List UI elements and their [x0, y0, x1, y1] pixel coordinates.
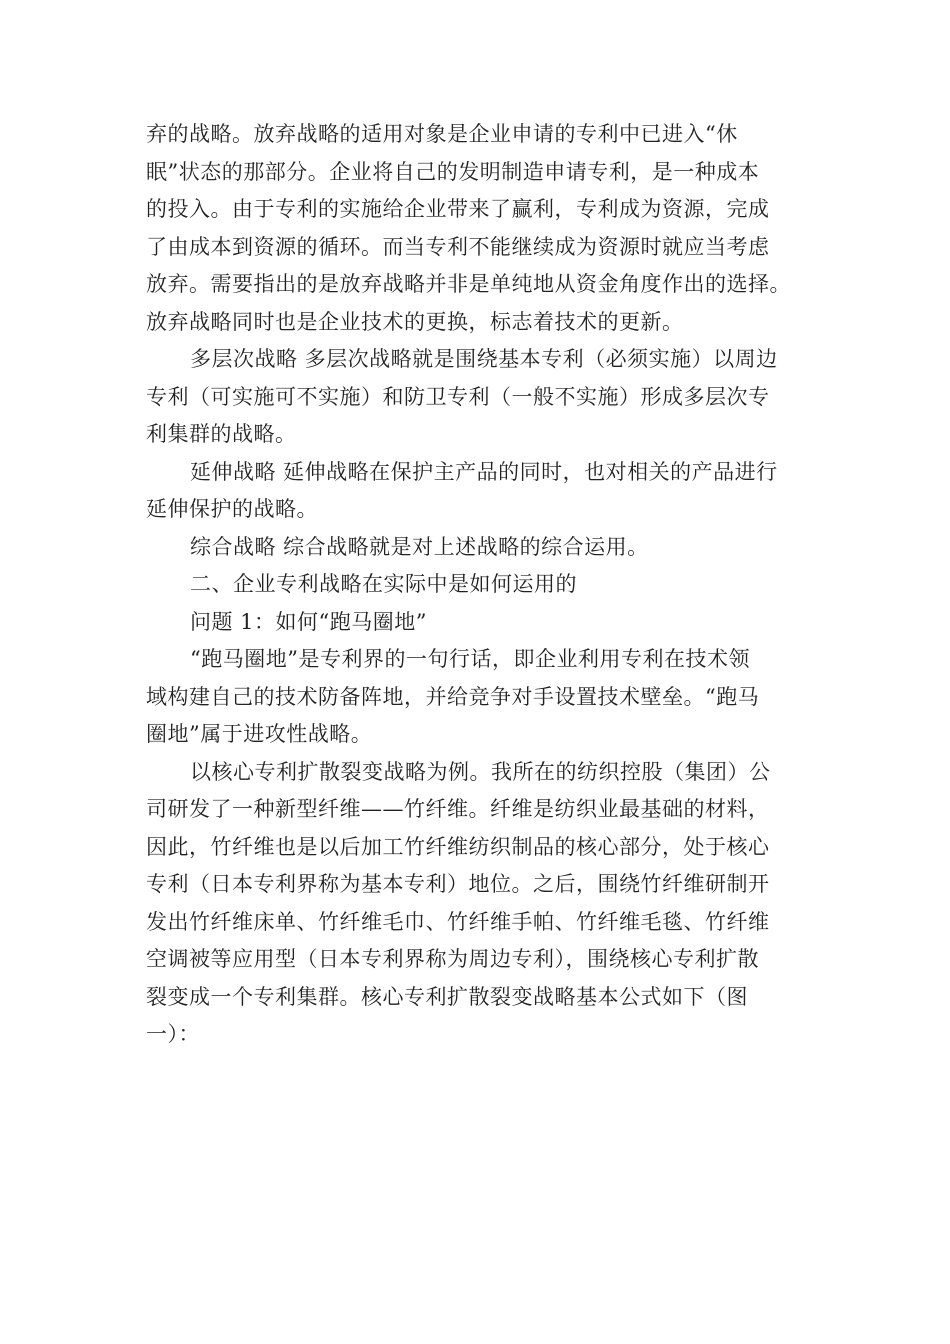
- text-line: “跑马圈地”是专利界的一句行话，即企业利用专利在技术领: [190, 647, 750, 671]
- text-line: 了由成本到资源的循环。而当专利不能继续成为资源时就应当考虑: [146, 234, 770, 259]
- text-line: 空调被等应用型（日本专利界称为周边专利），围绕核心专利扩散: [146, 947, 759, 971]
- text-line: 放弃战略同时也是企业技术的更换，标志着技术的更新。: [146, 309, 684, 334]
- text-line: 发出竹纤维床单、竹纤维毛巾、竹纤维手帕、竹纤维毛毯、竹纤维: [146, 909, 770, 934]
- text-line: 圈地”属于进攻性战略。: [146, 722, 373, 746]
- text-line: 延伸战略 延伸战略在保护主产品的同时，也对相关的产品进行: [190, 459, 778, 484]
- text-line: 域构建自己的技术防备阵地，并给竞争对手设置技术壁垒。“跑马: [146, 684, 760, 709]
- text-line: 专利（可实施可不实施）和防卫专利（一般不实施）形成多层次专: [146, 384, 770, 409]
- text-line: 司研发了一种新型纤维——竹纤维。纤维是纺织业最基础的材料，: [146, 797, 770, 821]
- question-heading: 问题 1：如何“跑马圈地”: [190, 609, 428, 634]
- text-line: 放弃。需要指出的是放弃战略并非是单纯地从资金角度作出的选择。: [146, 272, 791, 296]
- text-line: 多层次战略 多层次战略就是围绕基本专利（必须实施）以周边: [190, 347, 778, 371]
- text-line: 利集群的战略。: [146, 422, 297, 446]
- section-heading: 二、企业专利战略在实际中是如何运用的: [190, 572, 577, 596]
- text-line: 裂变成一个专利集群。核心专利扩散裂变战略基本公式如下（图: [146, 984, 748, 1009]
- text-line: 延伸保护的战略。: [146, 497, 318, 521]
- text-line: 因此，竹纤维也是以后加工竹纤维纺织制品的核心部分，处于核心: [146, 834, 770, 859]
- body-text: [146, 116, 806, 1054]
- text-line: 综合战略 综合战略就是对上述战略的综合运用。: [190, 534, 649, 559]
- text-line: 专利（日本专利界称为基本专利）地位。之后，围绕竹纤维研制开: [146, 872, 770, 896]
- text-line: 弃的战略。放弃战略的适用对象是企业申请的专利中已进入“休: [146, 122, 738, 146]
- text-line: 以核心专利扩散裂变战略为例。我所在的纺织控股（集团）公: [190, 759, 771, 784]
- text-line: 的投入。由于专利的实施给企业带来了赢利，专利成为资源，完成: [146, 197, 770, 221]
- text-line: 眠”状态的那部分。企业将自己的发明制造申请专利，是一种成本: [146, 159, 760, 184]
- text-line: 一）：: [146, 1022, 200, 1046]
